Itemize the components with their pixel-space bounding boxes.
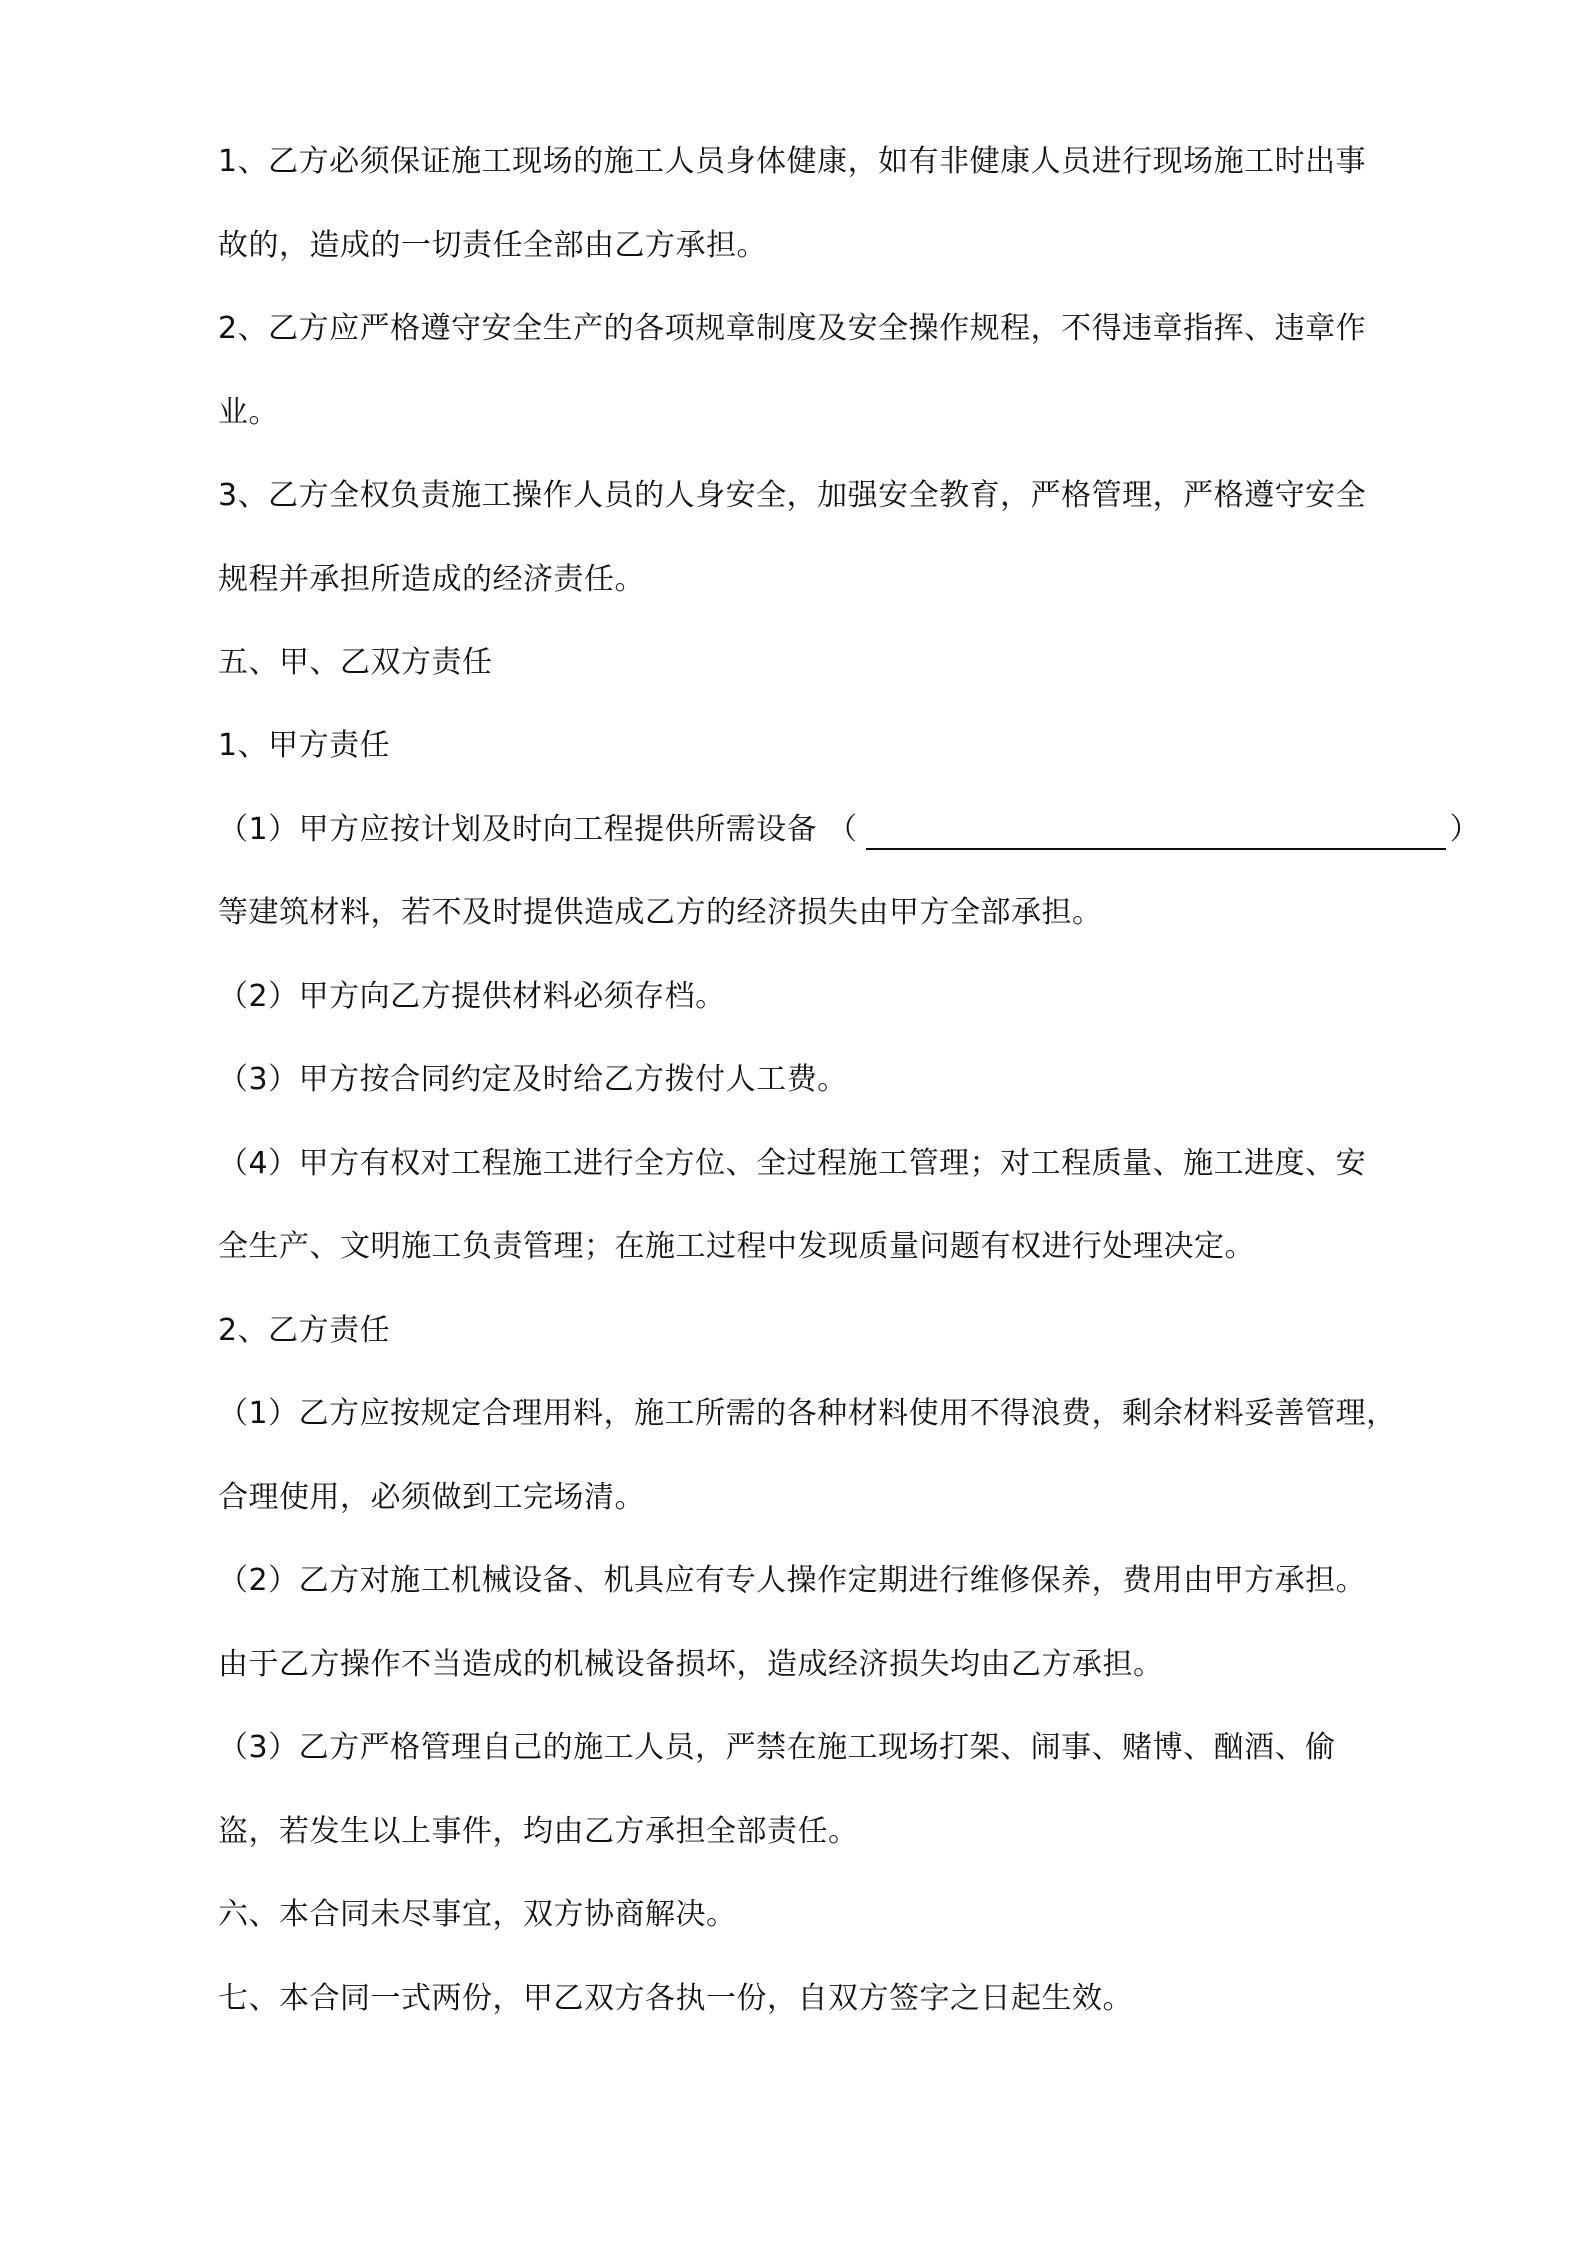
section-heading: 六、本合同未尽事宜，双方协商解决。 bbox=[218, 1897, 737, 1932]
text-line-with-blank bbox=[218, 810, 1480, 850]
text-line: （2）甲方向乙方提供材料必须存档。 bbox=[218, 979, 726, 1014]
text-line: （3）乙方严格管理自己的施工人员，严禁在施工现场打架、闹事、赌博、酗酒、偷 bbox=[218, 1730, 1336, 1765]
subsection-heading: 1、甲方责任 bbox=[218, 728, 391, 763]
text-line: （3）甲方按合同约定及时给乙方拨付人工费。 bbox=[218, 1062, 848, 1097]
text-line: 由于乙方操作不当造成的机械设备损坏，造成经济损失均由乙方承担。 bbox=[218, 1647, 1164, 1682]
text-line: （4）甲方有权对工程施工进行全方位、全过程施工管理；对工程质量、施工进度、安 bbox=[218, 1146, 1367, 1181]
text-line: 3、乙方全权负责施工操作人员的人身安全，加强安全教育，严格管理，严格遵守安全 bbox=[218, 478, 1367, 513]
text-line: 盗，若发生以上事件，均由乙方承担全部责任。 bbox=[218, 1814, 859, 1849]
text-line: 规程并承担所造成的经济责任。 bbox=[218, 562, 645, 597]
text-line: 合理使用，必须做到工完场清。 bbox=[218, 1480, 645, 1515]
fill-in-blank-line bbox=[866, 814, 1446, 850]
blank-open-paren: （ bbox=[827, 812, 858, 847]
blank-close-paren: ） bbox=[1449, 812, 1481, 847]
text-line: 全生产、文明施工负责管理；在施工过程中发现质量问题有权进行处理决定。 bbox=[218, 1229, 1255, 1264]
text-line: 2、乙方应严格遵守安全生产的各项规章制度及安全操作规程，不得违章指挥、违章作 bbox=[218, 311, 1367, 346]
text-line: （1）乙方应按规定合理用料，施工所需的各种材料使用不得浪费，剩余材料妥善管理， bbox=[218, 1396, 1397, 1431]
subsection-heading: 2、乙方责任 bbox=[218, 1313, 391, 1348]
section-heading: 七、本合同一式两份，甲乙双方各执一份，自双方签字之日起生效。 bbox=[218, 1981, 1133, 2016]
text-line: 1、乙方必须保证施工现场的施工人员身体健康，如有非健康人员进行现场施工时出事 bbox=[218, 144, 1367, 179]
section-heading: 五、甲、乙双方责任 bbox=[218, 645, 493, 680]
text-line: 业。 bbox=[218, 395, 279, 430]
text-line: 故的，造成的一切责任全部由乙方承担。 bbox=[218, 228, 767, 263]
text-segment: （1）甲方应按计划及时向工程提供所需设备 bbox=[218, 812, 818, 847]
text-line: 等建筑材料，若不及时提供造成乙方的经济损失由甲方全部承担。 bbox=[218, 895, 1103, 930]
text-line: （2）乙方对施工机械设备、机具应有专人操作定期进行维修保养，费用由甲方承担。 bbox=[218, 1563, 1367, 1598]
